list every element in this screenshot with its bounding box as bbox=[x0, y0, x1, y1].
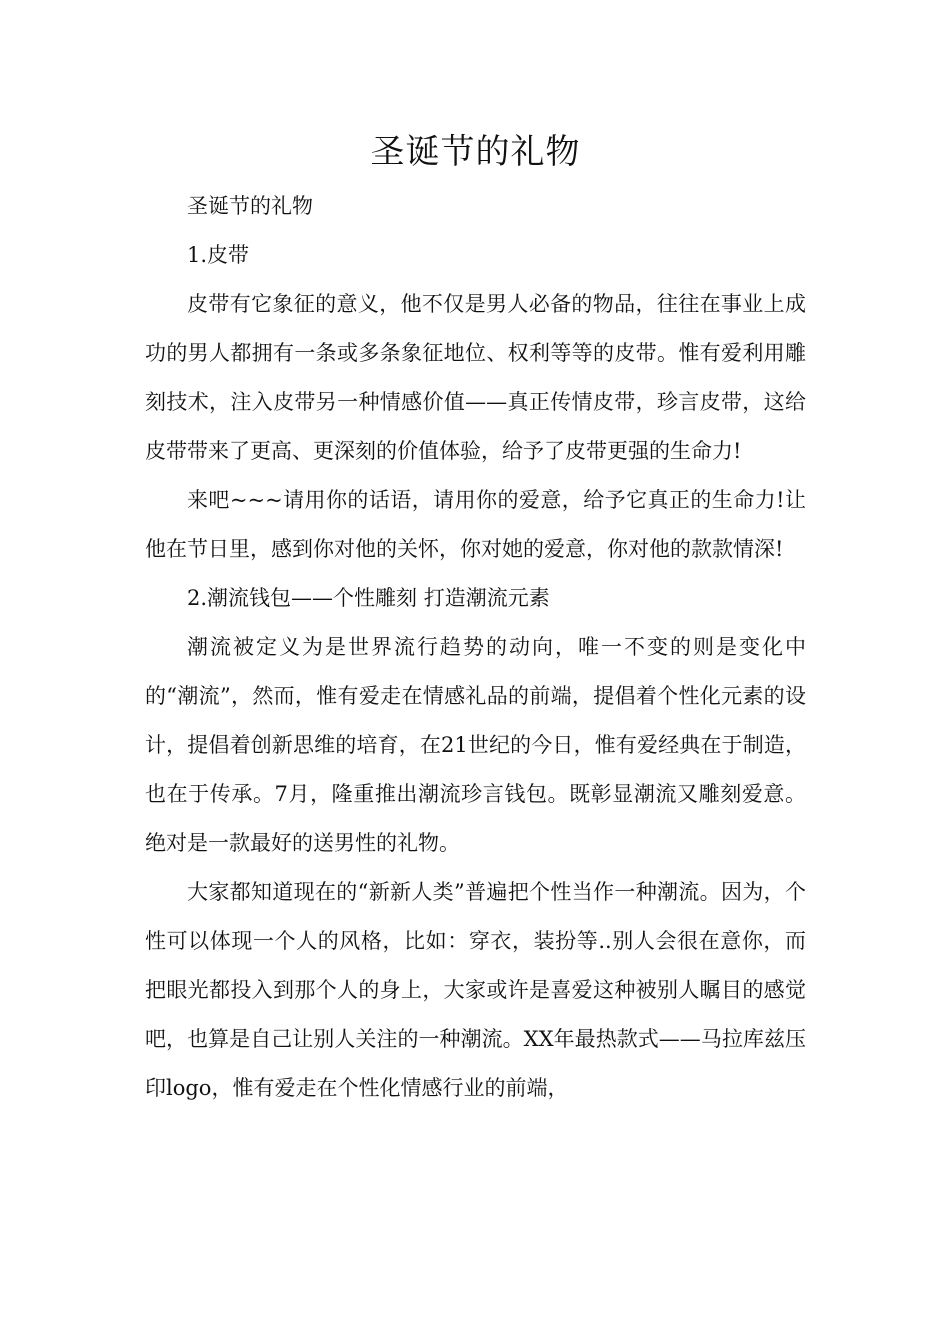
belt-invitation-paragraph: 来吧~~~请用你的话语，请用你的爱意，给予它真正的生命力!让他在节日里，感到你对他的关怀，你对她的爱意，你对他的款款情深! bbox=[145, 488, 806, 561]
document-title: 圣诞节的礼物 bbox=[370, 132, 581, 172]
subtitle-paragraph: 圣诞节的礼物 bbox=[187, 194, 313, 218]
trend-description-paragraph: 大家都知道现在的“新新人类”普遍把个性当作一种潮流。因为，个性可以体现一个人的风格，比如：穿衣，装扮等..别人会很在意你，而把眼光都投入到那个人的身上，大家或许是喜爱这种被别人瞩目的感觉吧，也算是自己让别人关注的一种潮流。XX年最热款式——马拉库兹压印logo，惟有爱走在个性化情感行业的前端， bbox=[145, 880, 806, 1100]
section-heading-wallet: 2.潮流钱包——个性雕刻 打造潮流元素 bbox=[187, 586, 550, 610]
wallet-description-paragraph: 潮流被定义为是世界流行趋势的动向，唯一不变的则是变化中的“潮流”，然而，惟有爱走在情感礼品的前端，提倡着个性化元素的设计，提倡着创新思维的培育，在21世纪的今日，惟有爱经典在于制造，也在于传承。7月，隆重推出潮流珍言钱包。既彰显潮流又雕刻爱意。绝对是一款最好的送男性的礼物。 bbox=[145, 635, 806, 855]
section-heading-belt: 1.皮带 bbox=[187, 243, 250, 267]
belt-description-paragraph: 皮带有它象征的意义，他不仅是男人必备的物品，往往在事业上成功的男人都拥有一条或多条象征地位、权利等等的皮带。惟有爱利用雕刻技术，注入皮带另一种情感价值——真正传情皮带，珍言皮带，这给皮带带来了更高、更深刻的价值体验，给予了皮带更强的生命力! bbox=[145, 292, 806, 463]
